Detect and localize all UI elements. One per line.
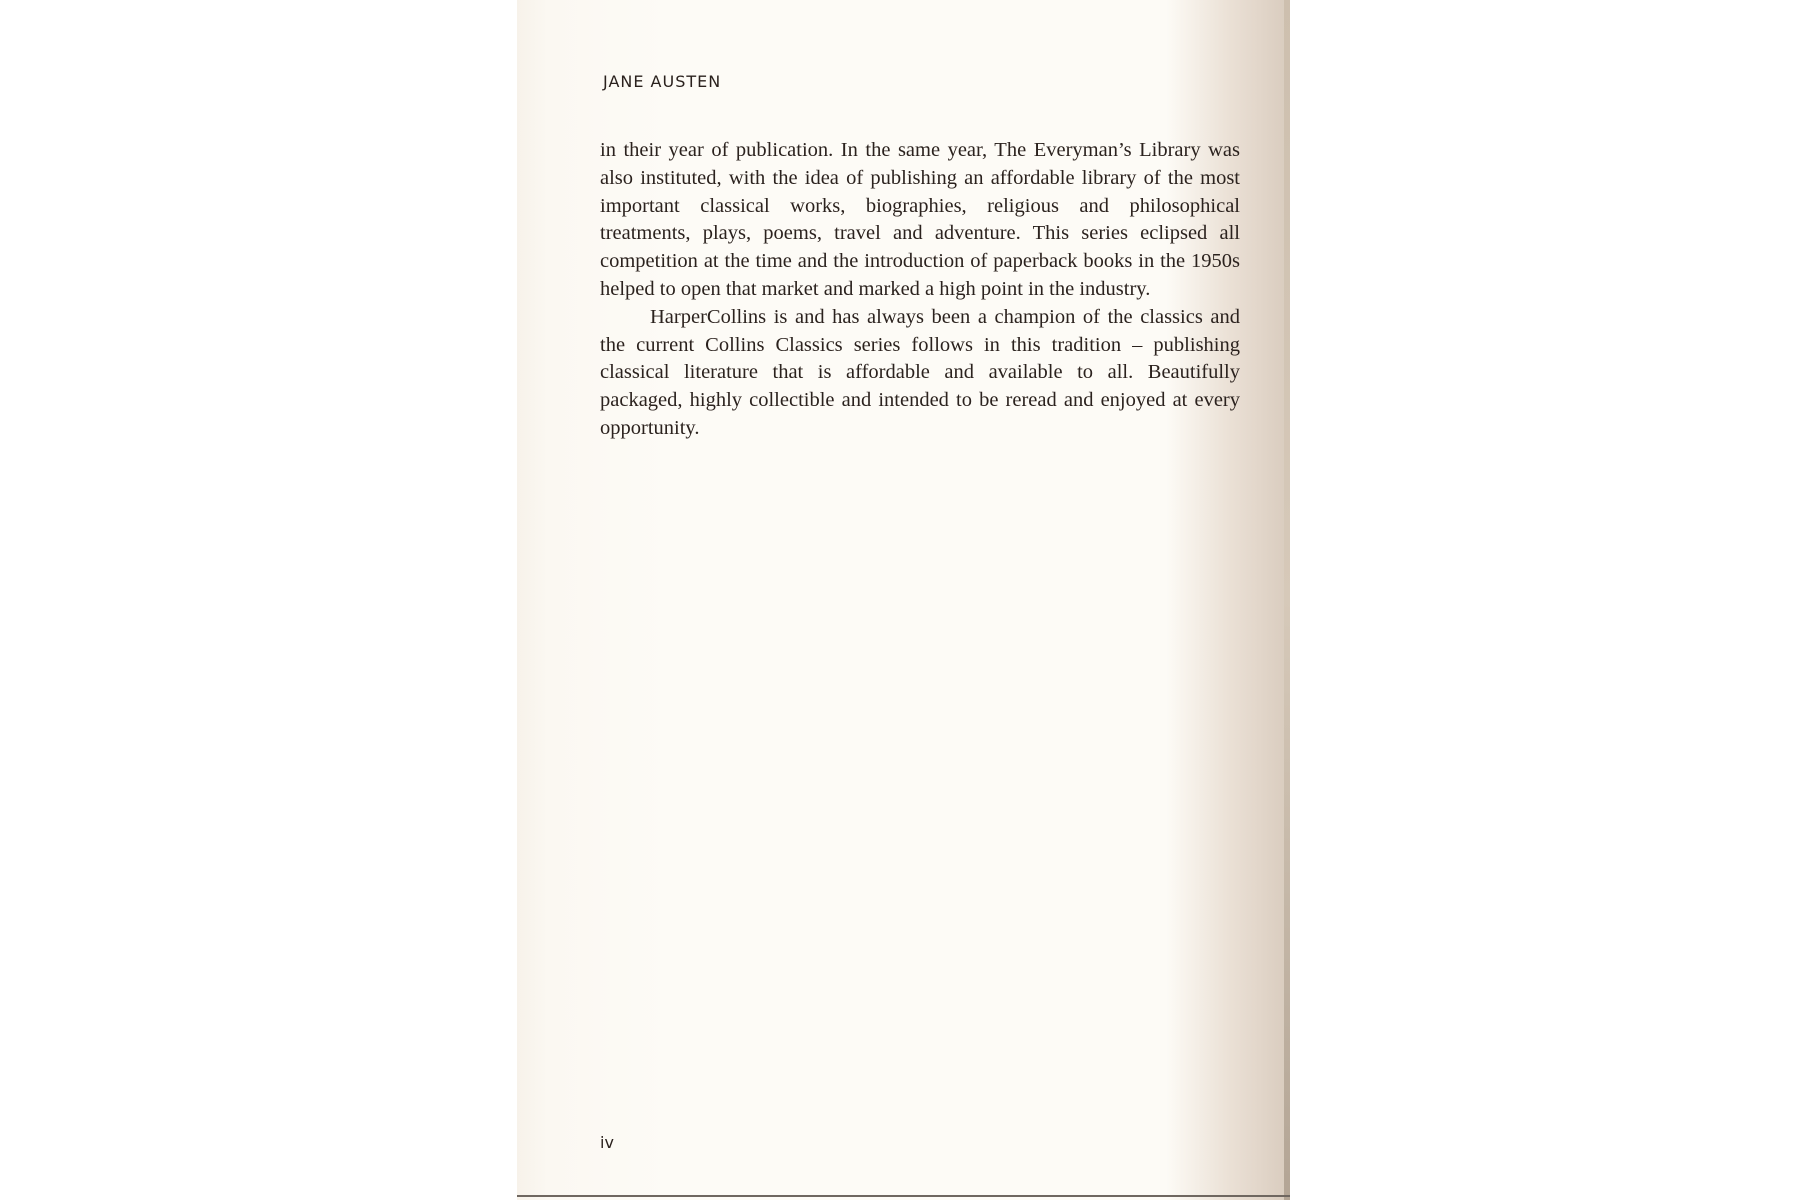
page-number: iv <box>600 1133 614 1152</box>
book-page <box>517 0 1290 1200</box>
running-head: JANE AUSTEN <box>603 72 722 91</box>
paragraph-1: in their year of publication. In the same year, The Everyman’s Library was also instituted, with the idea of publishing an affordable library of the most important classical works, biographies, religious and philosophical treatments, plays, poems, travel and adventure. This series eclipsed all competition at the time and the introduction of paperback books in the 1950s helped to open that market and marked a high point in the industry. <box>600 139 1240 300</box>
body-text <box>600 137 1240 443</box>
page-edge-shadow <box>1284 0 1290 1200</box>
paragraph-2: HarperCollins is and has always been a champion of the classics and the current Collins Classics series follows in this tradition – publishing classical literature that is affordable and available to all. Beautifully packaged, highly collectible and intended to be reread and enjoyed at every opportunity. <box>600 305 1240 439</box>
page-bottom-edge <box>517 1195 1290 1197</box>
